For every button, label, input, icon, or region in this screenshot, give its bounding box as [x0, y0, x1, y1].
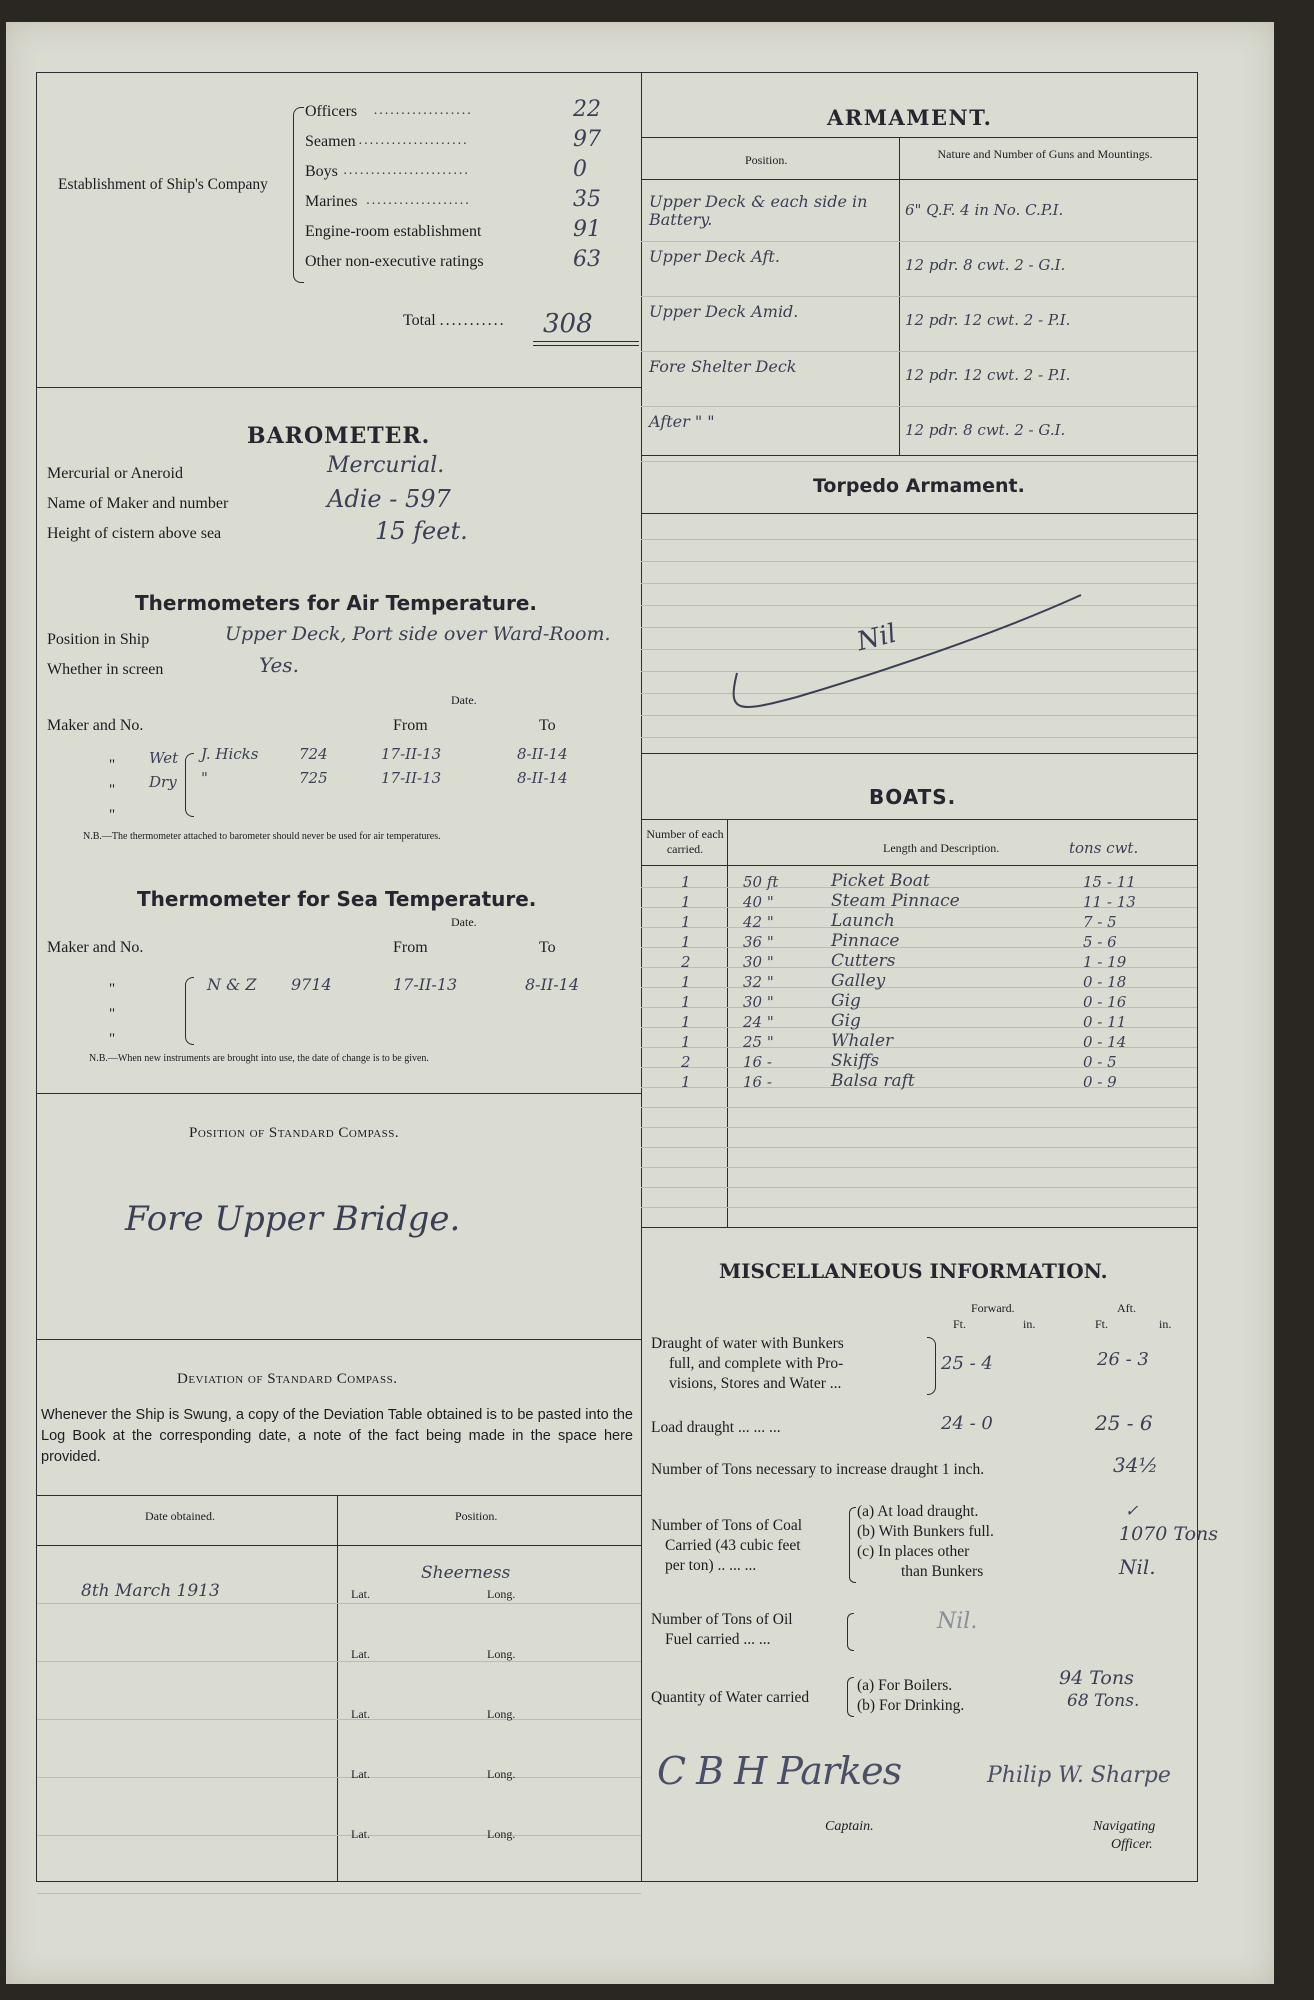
boat-row-number: 2	[681, 1053, 691, 1071]
draught-label-3: visions, Stores and Water ...	[669, 1375, 842, 1392]
air-row-type: Dry	[149, 773, 177, 791]
boat-row-weight: 5 - 6	[1083, 933, 1117, 951]
establishment-row-dots: ...................	[366, 193, 471, 208]
establishment-row-label: Marines	[305, 193, 358, 210]
boat-row-weight: 0 - 5	[1083, 1053, 1117, 1071]
oil-value: Nil.	[937, 1609, 978, 1634]
water-label: Quantity of Water carried	[651, 1689, 810, 1706]
boat-row-weight: 0 - 16	[1083, 993, 1127, 1011]
deviation-long-label: Long.	[487, 1707, 516, 1721]
barometer-type-value: Mercurial.	[327, 453, 445, 478]
water-b-value: 68 Tons.	[1067, 1691, 1140, 1711]
boats-header-top	[641, 819, 1197, 820]
misc-forward-label: Forward.	[971, 1301, 1015, 1315]
armament-row-position: Upper Deck Aft.	[649, 247, 780, 266]
establishment-label: Establishment of Ship's Company	[58, 176, 268, 193]
boat-row-length: 40 "	[743, 893, 774, 911]
establishment-row-label: Officers	[305, 103, 358, 120]
air-ditto-marks: " " "	[109, 757, 116, 823]
air-row-no: 725	[299, 769, 328, 787]
establishment-row-dots: ....................	[358, 133, 469, 148]
coal-c-value: Nil.	[1119, 1555, 1156, 1579]
load-fwd-value: 24 - 0	[941, 1413, 993, 1434]
draught-aft-value: 26 - 3	[1097, 1349, 1149, 1370]
boats-row-rule	[641, 1207, 1197, 1208]
air-row-no: 724	[299, 745, 328, 763]
boat-row-weight: 0 - 14	[1083, 1033, 1127, 1051]
form-frame	[36, 72, 1219, 1882]
boat-row-weight: 7 - 5	[1083, 913, 1117, 931]
establishment-row-dots: .......................	[343, 163, 470, 178]
navigator-label-1: Navigating	[1093, 1819, 1156, 1834]
boat-row-description: Whaler	[831, 1031, 894, 1051]
sea-note: N.B.—When new instruments are brought into use, the date of change is to be given.	[89, 1053, 429, 1064]
boat-row-length: 30 "	[743, 953, 774, 971]
establishment-row-label: Seamen	[305, 133, 356, 150]
air-row-type: Wet	[149, 749, 179, 767]
air-position-label: Position in Ship	[47, 631, 150, 648]
boat-row-description: Launch	[831, 911, 895, 931]
tons-inch-value: 34½	[1113, 1453, 1158, 1477]
navigator-signature: Philip W. Sharpe	[987, 1763, 1171, 1788]
boat-row-length: 25 "	[743, 1033, 774, 1051]
boats-title: BOATS.	[869, 785, 957, 809]
boat-row-length: 16 -	[743, 1073, 772, 1091]
boat-row-length: 50 ft	[743, 873, 779, 891]
boat-row-number: 1	[681, 933, 691, 951]
boats-row-rule	[641, 1187, 1197, 1188]
air-row-maker: "	[201, 769, 208, 787]
total-value: 308	[543, 309, 593, 339]
boat-row-description: Skiffs	[831, 1051, 880, 1071]
boat-row-number: 1	[681, 1013, 691, 1031]
draught-label-1: Draught of water with Bunkers	[651, 1335, 844, 1352]
boat-row-weight: 1 - 19	[1083, 953, 1127, 971]
air-row-maker: J. Hicks	[201, 745, 259, 763]
establishment-row-label: Boys	[305, 163, 338, 180]
coal-b-label: (b) With Bunkers full.	[857, 1523, 994, 1540]
boats-col-desc: Length and Description.	[883, 841, 1000, 855]
deviation-text: Whenever the Ship is Swung, a copy of the Deviation Table obtained is to be pasted into the Log Book at the corresponding date, a note of the fact being made in the space here provided.	[41, 1407, 633, 1465]
sea-to-label: To	[539, 939, 556, 956]
barometer-type-label: Mercurial or Aneroid	[47, 465, 183, 482]
misc-fwd-in: in.	[1023, 1317, 1036, 1331]
water-brace	[847, 1677, 854, 1717]
boat-row-weight: 0 - 11	[1083, 1013, 1127, 1031]
armament-title: ARMAMENT.	[827, 105, 993, 130]
boat-row-description: Picket Boat	[831, 871, 930, 891]
armament-row-position: After " "	[649, 412, 715, 431]
tons-inch-label: Number of Tons necessary to increase draught 1 inch.	[651, 1461, 985, 1478]
boat-row-weight: 0 - 9	[1083, 1073, 1117, 1091]
deviation-long-label: Long.	[487, 1647, 516, 1661]
water-a-value: 94 Tons	[1059, 1667, 1134, 1689]
boat-row-description: Galley	[831, 971, 886, 991]
establishment-row-dots: ..................	[373, 103, 473, 118]
boat-row-length: 36 "	[743, 933, 774, 951]
water-a-label: (a) For Boilers.	[857, 1677, 953, 1694]
sea-ditto-marks: " " "	[109, 981, 116, 1047]
coal-brace	[849, 1507, 856, 1583]
oil-label-1: Number of Tons of Oil	[651, 1611, 793, 1628]
coal-b-value: 1070 Tons	[1119, 1523, 1219, 1545]
captain-signature: C B H Parkes	[657, 1749, 902, 1793]
torpedo-title: Torpedo Armament.	[813, 475, 1025, 497]
armament-row-position: Upper Deck Amid.	[649, 302, 799, 321]
boats-row-rule	[641, 1167, 1197, 1168]
boat-row-description: Cutters	[831, 951, 896, 971]
divider-boats	[641, 1227, 1197, 1228]
boats-col-divider	[727, 819, 728, 1227]
misc-title: MISCELLANEOUS INFORMATION.	[719, 1259, 1108, 1283]
deviation-col-position: Position.	[455, 1509, 498, 1523]
torpedo-value: Nil	[853, 618, 900, 658]
sea-maker-value: N & Z	[207, 975, 257, 994]
barometer-maker-value: Adie - 597	[327, 485, 451, 513]
compass-title: Position of Standard Compass.	[189, 1125, 400, 1141]
armament-row-position: Fore Shelter Deck	[649, 357, 797, 376]
barometer-height-value: 15 feet.	[375, 517, 468, 545]
boats-col-weight: tons cwt.	[1069, 839, 1139, 857]
misc-aft-in: in.	[1159, 1317, 1172, 1331]
deviation-col-date: Date obtained.	[145, 1509, 215, 1523]
barometer-title: BAROMETER.	[247, 423, 431, 449]
boat-row-length: 32 "	[743, 973, 774, 991]
air-date-label: Date.	[451, 693, 477, 707]
boat-row-weight: 0 - 18	[1083, 973, 1127, 991]
deviation-entry-place: Sheerness	[421, 1563, 511, 1583]
armament-row-nature: 12 pdr. 12 cwt. 2 - P.I.	[905, 311, 1071, 329]
boats-row-rule	[641, 1127, 1197, 1128]
air-to-label: To	[539, 717, 556, 734]
boats-row-rule	[641, 1147, 1197, 1148]
load-aft-value: 25 - 6	[1095, 1411, 1153, 1435]
establishment-row-value: 35	[573, 187, 601, 212]
armament-row-nature: 12 pdr. 8 cwt. 2 - G.I.	[905, 421, 1066, 439]
draught-brace	[927, 1337, 936, 1395]
deviation-lat-label: Lat.	[351, 1827, 370, 1841]
boat-row-number: 1	[681, 993, 691, 1011]
air-from-label: From	[393, 717, 428, 734]
boat-row-length: 42 "	[743, 913, 774, 931]
air-thermo-title: Thermometers for Air Temperature.	[135, 591, 538, 615]
coal-label-2: Carried (43 cubic feet	[665, 1537, 801, 1554]
coal-label-3: per ton) .. ... ...	[665, 1557, 757, 1574]
navigator-label-2: Officer.	[1111, 1837, 1153, 1852]
boat-row-number: 1	[681, 913, 691, 931]
captain-label: Captain.	[825, 1819, 874, 1834]
coal-a-label: (a) At load draught.	[857, 1503, 979, 1520]
coal-c2-label: than Bunkers	[901, 1563, 984, 1580]
boat-row-length: 24 "	[743, 1013, 774, 1031]
boat-row-number: 1	[681, 893, 691, 911]
armament-row-nature: 12 pdr. 12 cwt. 2 - P.I.	[905, 366, 1071, 384]
deviation-lat-label: Lat.	[351, 1587, 370, 1601]
armament-col-nature: Nature and Number of Guns and Mountings.	[937, 147, 1153, 161]
air-screen-value: Yes.	[259, 653, 299, 677]
establishment-row-value: 0	[573, 157, 587, 182]
barometer-height-label: Height of cistern above sea	[47, 525, 222, 542]
boat-row-weight: 11 - 13	[1083, 893, 1136, 911]
deviation-long-label: Long.	[487, 1587, 516, 1601]
deviation-long-label: Long.	[487, 1767, 516, 1781]
boat-row-description: Gig	[831, 991, 861, 1011]
draught-label-2: full, and complete with Pro-	[669, 1355, 844, 1372]
deviation-row-rule	[37, 1893, 641, 1894]
armament-row-nature: 12 pdr. 8 cwt. 2 - G.I.	[905, 256, 1066, 274]
boat-row-description: Balsa raft	[831, 1071, 915, 1091]
establishment-row-label: Engine-room establishment	[305, 223, 482, 240]
boat-row-description: Gig	[831, 1011, 861, 1031]
establishment-row-value: 91	[573, 217, 601, 242]
deviation-lat-label: Lat.	[351, 1707, 370, 1721]
barometer-maker-label: Name of Maker and number	[47, 495, 229, 512]
deviation-long-label: Long.	[487, 1827, 516, 1841]
boats-header-bottom	[641, 865, 1197, 866]
armament-row-position: Upper Deck & each side in Battery.	[649, 192, 868, 229]
armament-row-nature: 6" Q.F. 4 in No. C.P.I.	[905, 201, 1064, 219]
boat-row-number: 1	[681, 973, 691, 991]
coal-c1-label: (c) In places other	[857, 1543, 970, 1560]
coal-label-1: Number of Tons of Coal	[651, 1517, 803, 1534]
sea-thermo-title: Thermometer for Sea Temperature.	[137, 887, 537, 911]
air-screen-label: Whether in screen	[47, 661, 164, 678]
establishment-row-value: 22	[573, 97, 601, 122]
boat-row-description: Steam Pinnace	[831, 891, 960, 911]
armament-col-position: Position.	[745, 153, 788, 167]
coal-a-value: ✓	[1125, 1501, 1139, 1520]
torpedo-nil-stroke	[37, 73, 1197, 1881]
sea-maker-label: Maker and No.	[47, 939, 144, 956]
air-maker-label: Maker and No.	[47, 717, 144, 734]
establishment-row-label: Other non-executive ratings	[305, 253, 484, 270]
oil-brace	[847, 1613, 854, 1651]
establishment-row-value: 63	[573, 247, 601, 272]
air-note: N.B.—The thermometer attached to barometer should never be used for air temperatures.	[83, 831, 441, 842]
compass-value: Fore Upper Bridge.	[125, 1199, 461, 1239]
establishment-row-value: 97	[573, 127, 601, 152]
boat-row-number: 2	[681, 953, 691, 971]
total-label: Total ...........	[403, 312, 506, 329]
load-label: Load draught ... ... ...	[651, 1419, 781, 1436]
boats-row-rule	[641, 1107, 1197, 1108]
sea-date-label: Date.	[451, 915, 477, 929]
sea-to-value: 8-II-14	[525, 975, 579, 994]
divider-torpedo	[641, 753, 1197, 754]
air-row-to: 8-II-14	[517, 769, 568, 787]
deviation-title: Deviation of Standard Compass.	[177, 1371, 398, 1387]
air-row-from: 17-II-13	[381, 745, 442, 763]
water-b-label: (b) For Drinking.	[857, 1697, 965, 1714]
air-row-to: 8-II-14	[517, 745, 568, 763]
air-position-value: Upper Deck, Port side over Ward-Room.	[225, 623, 611, 645]
boat-row-number: 1	[681, 873, 691, 891]
sea-no-value: 9714	[291, 975, 332, 994]
boat-row-number: 1	[681, 1073, 691, 1091]
air-row-from: 17-II-13	[381, 769, 442, 787]
deviation-entry-date: 8th March 1913	[81, 1581, 220, 1601]
draught-fwd-value: 25 - 4	[941, 1353, 993, 1374]
boat-row-length: 16 -	[743, 1053, 772, 1071]
deviation-lat-label: Lat.	[351, 1767, 370, 1781]
sea-from-label: From	[393, 939, 428, 956]
misc-fwd-ft: Ft.	[953, 1317, 967, 1331]
boat-row-weight: 15 - 11	[1083, 873, 1136, 891]
misc-aft-ft: Ft.	[1095, 1317, 1109, 1331]
boats-col-number: Number of each carried.	[646, 827, 724, 856]
deviation-lat-label: Lat.	[351, 1647, 370, 1661]
boat-row-description: Pinnace	[831, 931, 900, 951]
oil-label-2: Fuel carried ... ...	[665, 1631, 771, 1648]
misc-aft-label: Aft.	[1117, 1301, 1136, 1315]
boat-row-length: 30 "	[743, 993, 774, 1011]
sea-from-value: 17-II-13	[393, 975, 458, 994]
boat-row-number: 1	[681, 1033, 691, 1051]
